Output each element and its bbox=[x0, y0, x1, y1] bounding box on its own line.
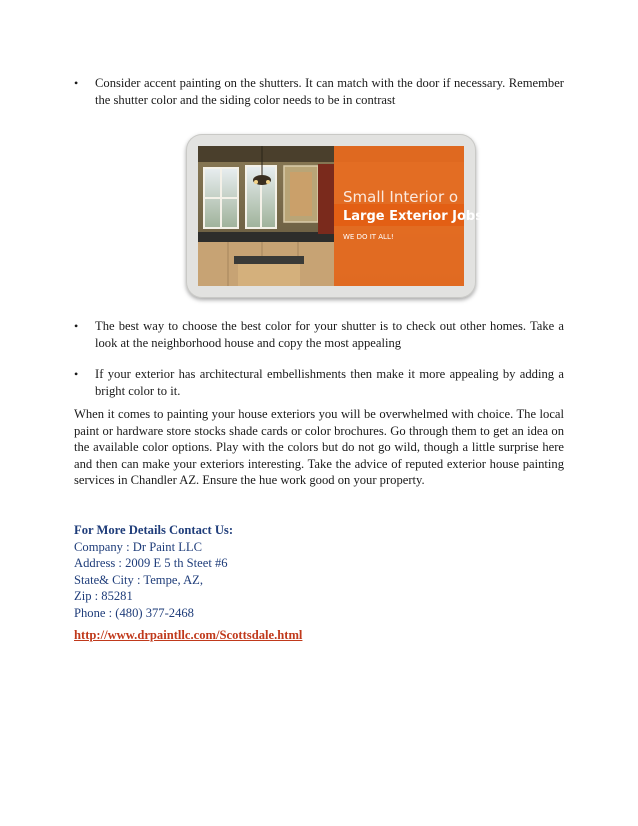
body-paragraph: When it comes to painting your house exteriors you will be overwhelmed with choice. The local paint or hardware store stocks shade cards or color brochures. Go through them to get an idea on the available color options. Play with the colors but do not go wild, though a little surprise here and then can make your exteriors interesting. Take the advice of reputed exterior house painting services in Chandler AZ. Ensure the hue work good on your property. bbox=[74, 407, 564, 487]
contact-company: Company : Dr Paint LLC bbox=[74, 539, 203, 554]
promo-banner-line1: Small Interior o bbox=[343, 188, 459, 206]
bullet-text: Consider accent painting on the shutters. It can match with the door if necessary. Remember the shutter color and the siding color needs to be in contrast bbox=[95, 76, 564, 107]
bullet-list-top bbox=[0, 75, 638, 108]
bullet-list-bottom-2 bbox=[0, 366, 638, 399]
contact-block bbox=[74, 522, 374, 621]
bullet-dot: • bbox=[74, 367, 79, 381]
bullet-text: The best way to choose the best color for your shutter is to check out other homes. Take a look at the neighborhood house and copy the most appealing bbox=[95, 319, 564, 350]
bullet-item bbox=[0, 366, 638, 399]
contact-address: Address : 2009 E 5 th Steet #6 bbox=[74, 556, 228, 570]
contact-state-city: State& City : Tempe, AZ, bbox=[74, 572, 204, 587]
promo-banner-line3: WE DO IT ALL! bbox=[343, 233, 394, 241]
kitchen-photo-frame bbox=[186, 134, 483, 298]
contact-heading: For More Details Contact Us: bbox=[74, 523, 234, 537]
contact-phone: Phone : (480) 377-2468 bbox=[74, 605, 194, 620]
promo-banner-line2: Large Exterior Jobs bbox=[343, 209, 483, 224]
bullet-list-bottom bbox=[0, 318, 638, 351]
bullet-item bbox=[0, 318, 638, 351]
website-link[interactable]: http://www.drpaintllc.com/Scottsdale.html bbox=[74, 628, 303, 642]
bullet-item bbox=[0, 75, 638, 108]
bullet-dot: • bbox=[74, 319, 79, 333]
bullet-dot: • bbox=[74, 76, 79, 90]
kitchen-photo bbox=[198, 146, 483, 286]
contact-zip: Zip : 85281 bbox=[74, 589, 133, 603]
bullet-text: If your exterior has architectural embellishments then make it more appealing by adding a bright color to it. bbox=[95, 367, 564, 398]
